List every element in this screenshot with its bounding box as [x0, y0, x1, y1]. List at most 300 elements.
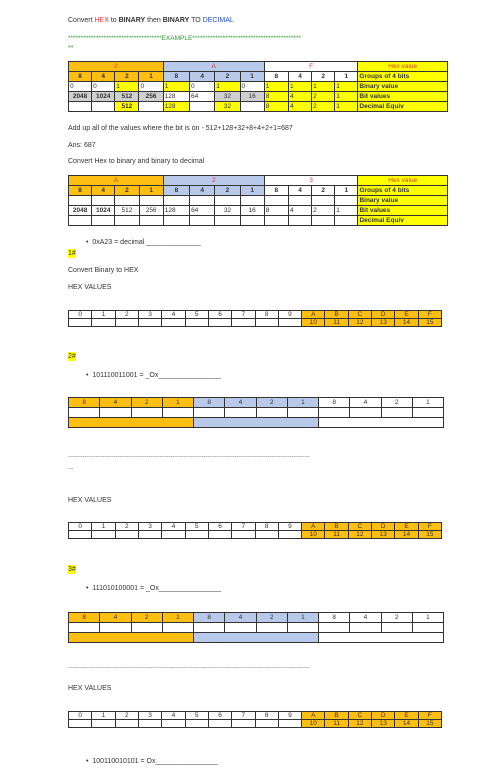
place-cell: 8 [69, 613, 100, 623]
binary-cell: 1 [264, 82, 288, 92]
decimal-cell: 512 [115, 102, 139, 112]
hex-digit: 9 [278, 712, 301, 720]
question-text: 100110010101 = Ox________________ [92, 758, 218, 765]
place-cell: 4 [225, 613, 256, 623]
row-label: Binary value [358, 82, 448, 92]
example-banner-cont: ** [68, 45, 74, 52]
title-line [68, 16, 234, 25]
place-cell: 1 [139, 72, 163, 82]
empty-cell [278, 720, 301, 728]
empty-cell [208, 720, 231, 728]
empty-cell [162, 531, 185, 539]
hex-digit: 6 [208, 523, 231, 531]
hex-digit: E [395, 311, 418, 319]
blank-cell[interactable] [256, 408, 287, 418]
place-cell: 4 [288, 186, 311, 196]
question-text: 0xA23 = decimal ______________ [92, 239, 201, 246]
bit-cell: 1 [335, 92, 358, 102]
place-cell: 8 [69, 72, 92, 82]
hex-digit: 8 [255, 523, 278, 531]
hex-digit: 7 [232, 523, 255, 531]
hex-decimal: 11 [325, 720, 348, 728]
place-cell: 1 [240, 186, 264, 196]
hex-digit: 6 [208, 712, 231, 720]
empty-cell [232, 319, 255, 327]
question-number: 1# [68, 250, 76, 257]
decimal-cell [92, 102, 115, 112]
blank-cell[interactable] [92, 216, 115, 226]
blank-cell[interactable] [288, 216, 311, 226]
empty-cell [255, 720, 278, 728]
row-label: Groups of 4 bits [358, 72, 448, 82]
practice-table [68, 175, 448, 226]
hex-digit: 9 [278, 311, 301, 319]
empty-cell [115, 720, 138, 728]
empty-cell [115, 531, 138, 539]
bit-cell: 1024 [92, 206, 115, 216]
bit-cell: 8 [264, 206, 288, 216]
hex-values-table [68, 310, 442, 327]
empty-cell [232, 531, 255, 539]
group-answer-cell[interactable] [194, 633, 319, 643]
place-cell: 2 [215, 186, 240, 196]
place-cell: 1 [240, 72, 264, 82]
hex-decimal: 11 [325, 531, 348, 539]
blank-cell[interactable] [381, 623, 412, 633]
empty-cell [162, 319, 185, 327]
blank-cell[interactable] [194, 623, 225, 633]
empty-cell [208, 319, 231, 327]
group-answer-cell[interactable] [69, 418, 194, 428]
row-label: Hex value [358, 62, 448, 72]
blank-cell[interactable] [115, 216, 139, 226]
hex-digit: B [325, 311, 348, 319]
hex-decimal: 15 [418, 319, 441, 327]
blank-cell[interactable] [139, 196, 163, 206]
decimal-cell [240, 102, 264, 112]
hex-digit: B [325, 712, 348, 720]
hex-cell: 3 [264, 176, 358, 186]
hex-decimal: 14 [395, 319, 418, 327]
place-cell: 2 [312, 186, 335, 196]
hex-cell: A [163, 62, 264, 72]
title-part: then [145, 17, 163, 24]
place-cell: 8 [163, 186, 189, 196]
row-label: Decimal Equiv [358, 102, 448, 112]
blank-cell[interactable] [319, 623, 350, 633]
binary-cell: 0 [92, 82, 115, 92]
place-cell: 1 [139, 186, 163, 196]
empty-cell [185, 531, 208, 539]
hex-digit: 8 [255, 712, 278, 720]
empty-cell [185, 720, 208, 728]
empty-cell [208, 531, 231, 539]
bit-cell: 2 [312, 206, 335, 216]
hex-decimal: 12 [348, 531, 371, 539]
place-cell: 1 [162, 613, 193, 623]
conversion-table [68, 612, 444, 643]
hex-digit: 0 [69, 523, 92, 531]
place-cell: 4 [350, 613, 381, 623]
group-answer-cell[interactable] [319, 418, 444, 428]
blank-cell[interactable] [131, 623, 162, 633]
binary-cell: 0 [190, 82, 215, 92]
bit-cell: 128 [163, 206, 189, 216]
place-cell: 4 [100, 398, 131, 408]
blank-cell[interactable] [335, 216, 358, 226]
place-cell: 1 [412, 398, 443, 408]
empty-cell [138, 319, 161, 327]
place-cell: 4 [190, 72, 215, 82]
question-number: 2# [68, 353, 76, 360]
bit-cell: 4 [288, 206, 311, 216]
binary-cell: 1 [215, 82, 240, 92]
hex-digit: B [325, 523, 348, 531]
place-cell: 4 [288, 72, 311, 82]
row-label: Bit values [358, 92, 448, 102]
group-answer-cell[interactable] [69, 633, 194, 643]
hex-digit: 7 [232, 712, 255, 720]
hex-digit: E [395, 712, 418, 720]
bit-cell: 32 [215, 92, 240, 102]
bit-cell: 512 [115, 206, 139, 216]
place-cell: 8 [194, 398, 225, 408]
place-cell: 1 [287, 613, 318, 623]
row-label: Hex value [358, 176, 448, 186]
blank-cell[interactable] [69, 623, 100, 633]
place-cell: 2 [215, 72, 240, 82]
place-cell: 8 [264, 72, 288, 82]
hex-digit: 4 [162, 311, 185, 319]
hex-digit: A [302, 712, 325, 720]
blank-cell[interactable] [190, 216, 215, 226]
hex-digit: 0 [69, 311, 92, 319]
blank-cell[interactable] [194, 408, 225, 418]
hex-digit: 3 [138, 712, 161, 720]
blank-cell[interactable] [350, 408, 381, 418]
title-decimal: DECIMAL [202, 17, 234, 24]
place-cell: 2 [381, 398, 412, 408]
place-cell: 2 [131, 613, 162, 623]
blank-cell[interactable] [92, 196, 115, 206]
hex-decimal: 14 [395, 531, 418, 539]
blank-cell[interactable] [215, 216, 240, 226]
blank-cell[interactable] [256, 623, 287, 633]
bit-cell: 2048 [69, 92, 92, 102]
add-explanation: Add up all of the values where the bit is on - 512+128+32+8+4+2+1=687 [68, 125, 293, 132]
bit-cell: 1 [335, 206, 358, 216]
blank-cell[interactable] [225, 408, 256, 418]
place-cell: 8 [163, 72, 189, 82]
blank-cell[interactable] [225, 623, 256, 633]
empty-cell [92, 531, 115, 539]
row-label: Bit values [358, 206, 448, 216]
answer-text: Ans: 687 [68, 142, 96, 149]
question-number: 3# [68, 566, 76, 573]
place-cell: 1 [162, 398, 193, 408]
hex-digit: 8 [255, 311, 278, 319]
blank-cell[interactable] [163, 196, 189, 206]
hex-digit: D [372, 712, 395, 720]
hex-digit: D [372, 523, 395, 531]
hex-values-table [68, 522, 442, 539]
binary-cell: 1 [288, 82, 311, 92]
binary-cell: 1 [335, 82, 358, 92]
hex-decimal: 13 [372, 319, 395, 327]
blank-cell[interactable] [412, 623, 443, 633]
bit-cell: 2048 [69, 206, 92, 216]
binary-cell: 0 [240, 82, 264, 92]
bullet: • [86, 758, 89, 765]
bullet: • [86, 585, 89, 592]
hex-decimal: 11 [325, 319, 348, 327]
hex-decimal: 10 [302, 531, 325, 539]
blank-cell[interactable] [335, 196, 358, 206]
example-table [68, 61, 448, 112]
blank-cell[interactable] [162, 623, 193, 633]
decimal-cell: 4 [288, 102, 311, 112]
blank-cell[interactable] [312, 196, 335, 206]
hex-decimal: 10 [302, 319, 325, 327]
hex-digit: 1 [92, 523, 115, 531]
place-cell: 8 [264, 186, 288, 196]
hex-decimal: 10 [302, 720, 325, 728]
hex-values-table [68, 711, 442, 728]
binary-cell: 1 [115, 82, 139, 92]
hex-digit: 5 [185, 523, 208, 531]
blank-cell[interactable] [287, 408, 318, 418]
bit-cell: 256 [139, 92, 163, 102]
empty-cell [255, 531, 278, 539]
place-cell: 4 [100, 613, 131, 623]
hex-digit: 2 [115, 311, 138, 319]
title-part: TO [189, 17, 203, 24]
blank-cell[interactable] [264, 216, 288, 226]
binary-cell: 1 [312, 82, 335, 92]
bit-cell: 8 [264, 92, 288, 102]
place-cell: 8 [194, 613, 225, 623]
blank-cell[interactable] [350, 623, 381, 633]
place-cell: 2 [312, 72, 335, 82]
empty-cell [92, 720, 115, 728]
empty-cell [138, 720, 161, 728]
hex-values-label: HEX VALUES [68, 284, 112, 291]
question-4 [86, 757, 218, 766]
hex-decimal: 13 [372, 720, 395, 728]
blank-cell[interactable] [69, 216, 92, 226]
hex-digit: 0 [69, 712, 92, 720]
blank-cell[interactable] [131, 408, 162, 418]
empty-cell [185, 319, 208, 327]
blank-cell[interactable] [100, 408, 131, 418]
place-cell: 1 [335, 72, 358, 82]
bit-cell: 1024 [92, 92, 115, 102]
blank-cell[interactable] [69, 408, 100, 418]
place-cell: 8 [69, 398, 100, 408]
blank-cell[interactable] [287, 623, 318, 633]
place-cell: 2 [115, 72, 139, 82]
empty-cell [69, 531, 92, 539]
hex-cell: A [69, 176, 164, 186]
blank-cell[interactable] [163, 216, 189, 226]
title-part: to [108, 17, 119, 24]
hex-decimal: 12 [348, 720, 371, 728]
hex-digit: 6 [208, 311, 231, 319]
hex-digit: D [372, 311, 395, 319]
row-label: Groups of 4 bits [358, 186, 448, 196]
title-hex: HEX [94, 17, 109, 24]
empty-cell [232, 720, 255, 728]
blank-cell[interactable] [288, 196, 311, 206]
place-cell: 2 [256, 398, 287, 408]
hex-digit: C [348, 712, 371, 720]
place-cell: 4 [92, 186, 115, 196]
empty-cell [278, 319, 301, 327]
decimal-cell [139, 102, 163, 112]
hex-digit: F [418, 523, 441, 531]
question-1 [86, 238, 201, 247]
place-cell: 8 [69, 186, 92, 196]
hex-cell: F [264, 62, 358, 72]
title-binary: BINARY [118, 17, 146, 24]
blank-cell[interactable] [69, 196, 92, 206]
bit-cell: 256 [139, 206, 163, 216]
empty-cell [278, 531, 301, 539]
place-cell: 4 [225, 398, 256, 408]
divider-cont: --- [68, 466, 74, 472]
hex-digit: 4 [162, 523, 185, 531]
bit-cell: 128 [163, 92, 189, 102]
hex-digit: C [348, 311, 371, 319]
decimal-cell: 1 [335, 102, 358, 112]
section-title: Convert Binary to HEX [68, 267, 139, 274]
hex-digit: 4 [162, 712, 185, 720]
bit-cell: 2 [312, 92, 335, 102]
hex-digit: F [418, 712, 441, 720]
place-cell: 4 [190, 186, 215, 196]
hex-digit: 5 [185, 712, 208, 720]
hex-digit: A [302, 311, 325, 319]
hex-decimal: 15 [418, 531, 441, 539]
binary-cell: 0 [139, 82, 163, 92]
hex-digit: C [348, 523, 371, 531]
hex-digit: 7 [232, 311, 255, 319]
example-banner: *************************************EXAMPLE******************************************* [68, 35, 302, 42]
question-text: 101110011001 = _Ox________________ [92, 372, 221, 379]
divider: ------------------------------------------------------------------------------------------------------------------------------------ [68, 665, 310, 671]
row-label: Decimal Equiv [358, 216, 448, 226]
blank-cell[interactable] [162, 408, 193, 418]
decimal-cell [69, 102, 92, 112]
binary-cell: 0 [69, 82, 92, 92]
decimal-cell: 8 [264, 102, 288, 112]
hex-digit: F [418, 311, 441, 319]
blank-cell[interactable] [412, 408, 443, 418]
binary-cell: 1 [163, 82, 189, 92]
hex-digit: A [302, 523, 325, 531]
bit-cell: 32 [215, 206, 240, 216]
empty-cell [69, 319, 92, 327]
place-cell: 1 [412, 613, 443, 623]
place-cell: 4 [350, 398, 381, 408]
hex-digit: 5 [185, 311, 208, 319]
place-cell: 1 [335, 186, 358, 196]
empty-cell [92, 319, 115, 327]
hex-digit: 2 [115, 523, 138, 531]
bit-cell: 64 [190, 206, 215, 216]
place-cell: 2 [381, 613, 412, 623]
place-cell: 8 [319, 613, 350, 623]
row-label: Binary value [358, 196, 448, 206]
decimal-cell: 32 [215, 102, 240, 112]
title-part: Convert [68, 17, 95, 24]
hex-digit: 9 [278, 523, 301, 531]
hex-values-label: HEX VALUES [68, 497, 112, 504]
blank-cell[interactable] [312, 216, 335, 226]
hex-cell: 2 [69, 62, 164, 72]
decimal-cell: 128 [163, 102, 189, 112]
hex-digit: 3 [138, 311, 161, 319]
section-title: Convert Hex to binary and binary to decimal [68, 158, 205, 165]
hex-decimal: 14 [395, 720, 418, 728]
question-text: 111010100001 = _Ox________________ [92, 585, 222, 592]
group-answer-cell[interactable] [319, 633, 444, 643]
bit-cell: 64 [190, 92, 215, 102]
blank-cell[interactable] [381, 408, 412, 418]
bit-cell: 512 [115, 92, 139, 102]
blank-cell[interactable] [215, 196, 240, 206]
bit-cell: 16 [240, 206, 264, 216]
hex-digit: 2 [115, 712, 138, 720]
blank-cell[interactable] [240, 216, 264, 226]
empty-cell [69, 720, 92, 728]
empty-cell [115, 319, 138, 327]
blank-cell[interactable] [139, 216, 163, 226]
question-2 [86, 371, 221, 380]
empty-cell [162, 720, 185, 728]
divider: ------------------------------------------------------------------------------------------------------------------------------------ [68, 454, 310, 460]
blank-cell[interactable] [100, 623, 131, 633]
decimal-cell [190, 102, 215, 112]
empty-cell [138, 531, 161, 539]
blank-cell[interactable] [115, 196, 139, 206]
hex-digit: 1 [92, 712, 115, 720]
hex-decimal: 15 [418, 720, 441, 728]
hex-digit: 1 [92, 311, 115, 319]
title-binary: BINARY [162, 17, 190, 24]
place-cell: 8 [319, 398, 350, 408]
hex-decimal: 13 [372, 531, 395, 539]
hex-cell: 2 [163, 176, 264, 186]
bullet: • [86, 372, 89, 379]
decimal-cell: 2 [312, 102, 335, 112]
blank-cell[interactable] [190, 196, 215, 206]
blank-cell[interactable] [240, 196, 264, 206]
place-cell: 2 [115, 186, 139, 196]
place-cell: 2 [256, 613, 287, 623]
hex-digit: 3 [138, 523, 161, 531]
place-cell: 1 [287, 398, 318, 408]
bullet: • [86, 239, 89, 246]
blank-cell[interactable] [319, 408, 350, 418]
conversion-table [68, 397, 444, 428]
group-answer-cell[interactable] [194, 418, 319, 428]
hex-digit: E [395, 523, 418, 531]
question-3 [86, 584, 221, 593]
empty-cell [255, 319, 278, 327]
hex-values-label: HEX VALUES [68, 685, 112, 692]
blank-cell[interactable] [264, 196, 288, 206]
